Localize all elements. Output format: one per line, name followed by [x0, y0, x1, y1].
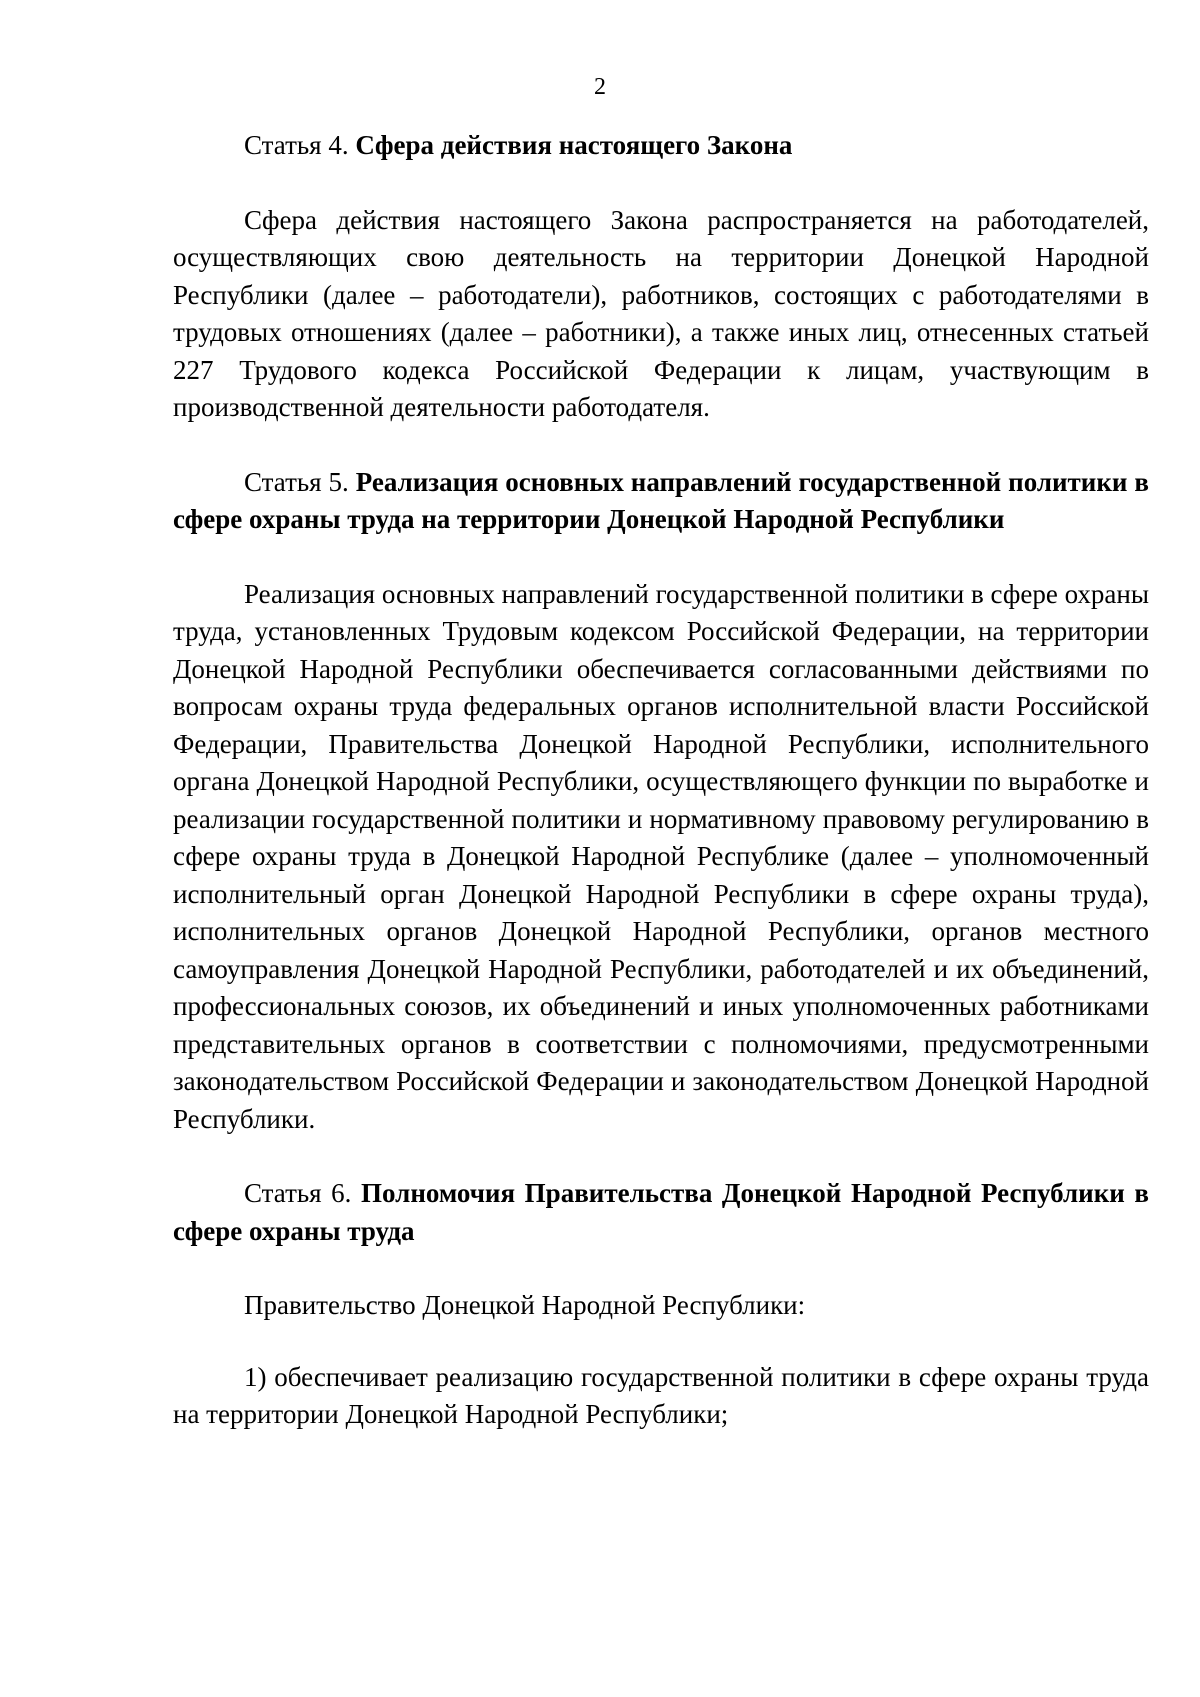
article-6-item-1: 1) обеспечивает реализацию государственной политики в сфере охраны труда на территории Донецкой Народной Республики; — [173, 1361, 1149, 1429]
article-6-heading — [173, 1175, 1149, 1250]
article-6-prefix: Статья 6. — [244, 1178, 352, 1208]
article-5-prefix: Статья 5. — [244, 466, 349, 497]
article-6-title: Полномочия Правительства Донецкой Народной Республики в сфере охраны труда — [173, 1178, 1149, 1246]
article-4-text: Сфера действия настоящего Закона распространяется на работодателей, осуществляющих свою деятельность на территории Донецкой Народной Республики (далее – работодатели), работников, состоящих с работодателями в трудовых отношениях (далее – работники), а также иных лиц, отнесенных статьей 227 Трудового кодекса Российской Федерации к лицам, участвующим в производственной деятельности работодателя. — [173, 204, 1149, 422]
article-4-prefix: Статья 4. — [244, 130, 349, 160]
article-5-heading — [173, 464, 1149, 539]
article-4-title: Сфера действия настоящего Закона — [355, 130, 793, 160]
article-5-text: Реализация основных направлений государственной политики в сфере охраны труда, установленных Трудовым кодексом Российской Федерации, на территории Донецкой Народной Республики обеспечивается согласованными действиями по вопросам охраны труда федеральных органов исполнительной власти Российской Федерации, Правительства Донецкой Народной Республики, исполнительного органа Донецкой Народной Республики, осуществляющего функции по выработке и реализации государственной политики и нормативному правовому регулированию в сфере охраны труда в Донецкой Народной Республике (далее – уполномоченный исполнительный орган Донецкой Народной Республики в сфере охраны труда), исполнительных органов Донецкой Народной Республики, органов местного самоуправления Донецкой Народной Республики, работодателей и их объединений, профессиональных союзов, их объединений и иных уполномоченных работниками представительных органов в соответствии с полномочиями, предусмотренными законодательством Российской Федерации и законодательством Донецкой Народной Республики. — [173, 578, 1149, 1134]
document-body — [173, 127, 1149, 1434]
article-6-intro: Правительство Донецкой Народной Республики: — [244, 1290, 806, 1320]
article-4-heading — [173, 127, 1149, 165]
page-number: 2 — [594, 74, 606, 100]
article-5-title: Реализация основных направлений государственной политики в сфере охраны труда на территории Донецкой Народной Республики — [173, 466, 1149, 534]
